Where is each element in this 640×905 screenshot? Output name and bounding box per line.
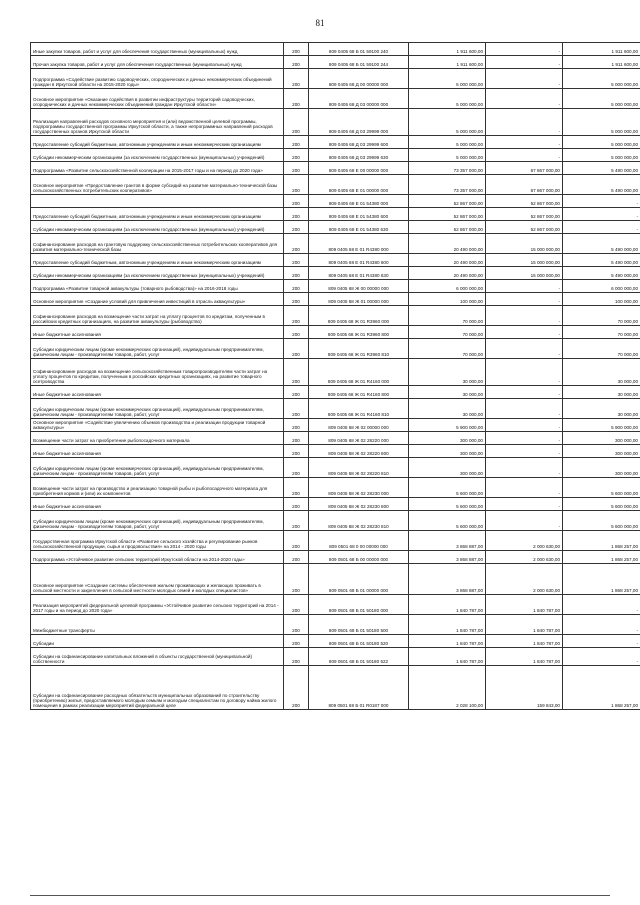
row-name: Межбюджетные трансферты xyxy=(31,615,284,635)
table-row xyxy=(31,419,640,432)
row-name: Субсидии на софинансирование капитальных вложений в объекты государственной (муниципальной) собственности xyxy=(31,648,284,666)
row-classification-code: 809 0405 68 Д 03 00000 000 xyxy=(309,89,409,109)
row-amount-regional: 1 868 257,00 xyxy=(563,551,640,564)
row-name: Основное мероприятие «Оказание содействия в развитии инфраструктуры территорий садоводческих, огороднических и дачных некоммерческих объединений граждан Иркутской области» xyxy=(31,89,284,109)
row-classification-code: 809 0405 68 Е 01 54380 000 xyxy=(309,195,409,208)
row-name: Софинансирование расходов на грантовую поддержку сельскохозяйственных потребительских кооперативов для развития материально-технической базы xyxy=(31,234,284,254)
row-classification-code: 809 0501 68 Б 01 50180 520 xyxy=(309,635,409,648)
row-classification-code: 809 0405 68 Д 00 00000 000 xyxy=(309,69,409,89)
row-amount-regional: - xyxy=(563,635,640,648)
row-amount-regional: 1 911 600,00 xyxy=(563,56,640,69)
row-code: 200 xyxy=(284,635,309,648)
row-code: 200 xyxy=(284,267,309,280)
table-row xyxy=(31,564,640,595)
row-amount-regional: 70 000,00 xyxy=(563,326,640,339)
row-name: Субсидии юридическим лицам (кроме некоммерческих организаций), индивидуальным предпринимателям, физическим лицам - производителям товаров, работ, услуг xyxy=(31,511,284,531)
row-amount-regional: 5 490 000,00 xyxy=(563,175,640,195)
row-code: 200 xyxy=(284,234,309,254)
row-classification-code: 809 0501 68 Б 00 00000 000 xyxy=(309,551,409,564)
table-row xyxy=(31,648,640,666)
row-code: 200 xyxy=(284,43,309,56)
row-amount-regional: - xyxy=(563,615,640,635)
row-classification-code: 809 0405 68 Ж 02 00000 000 xyxy=(309,419,409,432)
row-amount-regional: 300 000,00 xyxy=(563,445,640,458)
row-total: 1 840 787,00 xyxy=(409,648,486,666)
row-name: Субсидии юридическим лицам (кроме некоммерческих организаций), индивидуальным предпринимателям, физическим лицам - производителям товаров, работ, услуг xyxy=(31,339,284,359)
row-total: 73 357 000,00 xyxy=(409,162,486,175)
row-name: Основное мероприятие «Создание условий для привлечения инвестиций в отрасль аквакультуры» xyxy=(31,293,284,306)
row-amount-regional: 5 000 000,00 xyxy=(563,89,640,109)
row-amount-federal: 2 000 630,00 xyxy=(486,551,563,564)
row-name: Субсидии юридическим лицам (кроме некоммерческих организаций), индивидуальным предпринимателям, физическим лицам - производителям товаров, работ, услуг xyxy=(31,458,284,478)
row-amount-federal: - xyxy=(486,359,563,386)
row-total: 30 000,00 xyxy=(409,386,486,399)
row-code: 200 xyxy=(284,498,309,511)
row-amount-federal: 67 867 000,00 xyxy=(486,175,563,195)
row-code: 200 xyxy=(284,666,309,710)
row-amount-federal: - xyxy=(486,419,563,432)
row-total: 1 911 600,00 xyxy=(409,43,486,56)
row-name: Иные бюджетные ассигнования xyxy=(31,445,284,458)
table-row xyxy=(31,254,640,267)
row-amount-federal: 1 840 787,00 xyxy=(486,595,563,615)
row-amount-regional: 5 900 000,00 xyxy=(563,419,640,432)
table-row xyxy=(31,458,640,478)
row-amount-regional: - xyxy=(563,208,640,221)
row-code: 200 xyxy=(284,458,309,478)
row-code: 200 xyxy=(284,136,309,149)
table-row xyxy=(31,478,640,498)
table-row xyxy=(31,359,640,386)
row-name: Возмещение части затрат на приобретение рыбопосадочного материала xyxy=(31,432,284,445)
row-amount-federal: 15 000 000,00 xyxy=(486,267,563,280)
row-amount-regional: 5 490 000,00 xyxy=(563,267,640,280)
row-classification-code: 809 0405 68 Ж 01 R3960 000 xyxy=(309,306,409,326)
table-row xyxy=(31,293,640,306)
row-amount-regional: 5 490 000,00 xyxy=(563,234,640,254)
table-row xyxy=(31,195,640,208)
row-amount-federal: - xyxy=(486,136,563,149)
row-total: 5 000 000,00 xyxy=(409,109,486,136)
row-total: 1 840 787,00 xyxy=(409,615,486,635)
row-code: 200 xyxy=(284,564,309,595)
row-amount-regional: 30 000,00 xyxy=(563,386,640,399)
row-total: 3 868 887,00 xyxy=(409,564,486,595)
row-amount-regional: 100 000,00 xyxy=(563,293,640,306)
table-row xyxy=(31,432,640,445)
row-amount-federal: 1 840 787,00 xyxy=(486,615,563,635)
row-classification-code: 809 0405 68 Е 01 54380 600 xyxy=(309,208,409,221)
row-total: 5 000 000,00 xyxy=(409,69,486,89)
row-amount-federal: - xyxy=(486,432,563,445)
table-row xyxy=(31,666,640,710)
row-classification-code: 809 0405 68 Ж 02 28220 810 xyxy=(309,458,409,478)
row-amount-regional: 300 000,00 xyxy=(563,432,640,445)
row-amount-regional: - xyxy=(563,595,640,615)
row-amount-federal: 52 867 000,00 xyxy=(486,221,563,234)
table-row xyxy=(31,89,640,109)
table-row xyxy=(31,445,640,458)
row-code: 200 xyxy=(284,511,309,531)
row-total: 70 000,00 xyxy=(409,326,486,339)
table-row xyxy=(31,635,640,648)
table-row xyxy=(31,149,640,162)
row-total: 300 000,00 xyxy=(409,458,486,478)
row-code: 200 xyxy=(284,175,309,195)
row-amount-regional: 5 600 000,00 xyxy=(563,478,640,498)
row-classification-code: 809 0405 68 Ж 02 28230 800 xyxy=(309,498,409,511)
row-classification-code: 809 0405 68 Б 01 59100 240 xyxy=(309,43,409,56)
row-amount-regional: 5 600 000,00 xyxy=(563,511,640,531)
row-total: 70 000,00 xyxy=(409,339,486,359)
row-amount-federal: - xyxy=(486,326,563,339)
row-amount-federal: 52 867 000,00 xyxy=(486,208,563,221)
row-name: Предоставление субсидий бюджетным, автономным учреждениям и иным некоммерческим организациям xyxy=(31,254,284,267)
row-amount-federal: - xyxy=(486,306,563,326)
table-row xyxy=(31,43,640,56)
table-row xyxy=(31,498,640,511)
row-name: Иные бюджетные ассигнования xyxy=(31,326,284,339)
row-amount-federal: - xyxy=(486,43,563,56)
row-classification-code: 809 0405 68 Ж 01 R4160 000 xyxy=(309,359,409,386)
row-code: 200 xyxy=(284,478,309,498)
table-row xyxy=(31,175,640,195)
row-amount-regional: 30 000,00 xyxy=(563,359,640,386)
row-code: 200 xyxy=(284,306,309,326)
row-code: 200 xyxy=(284,339,309,359)
row-total: 5 600 000,00 xyxy=(409,511,486,531)
row-code: 200 xyxy=(284,386,309,399)
row-classification-code: 809 0405 68 Д 03 29999 630 xyxy=(309,149,409,162)
row-amount-federal: - xyxy=(486,293,563,306)
table-row xyxy=(31,267,640,280)
row-name: Предоставление субсидий бюджетным, автономным учреждениям и иным некоммерческим организациям xyxy=(31,136,284,149)
row-amount-federal: - xyxy=(486,56,563,69)
row-name: Субсидии xyxy=(31,635,284,648)
row-amount-regional: 5 000 000,00 xyxy=(563,69,640,89)
row-code: 200 xyxy=(284,293,309,306)
row-name: Иные бюджетные ассигнования xyxy=(31,386,284,399)
row-code: 200 xyxy=(284,445,309,458)
row-amount-federal: 1 840 787,00 xyxy=(486,635,563,648)
row-total: 1 840 787,00 xyxy=(409,595,486,615)
row-code: 200 xyxy=(284,648,309,666)
row-amount-federal: - xyxy=(486,89,563,109)
row-total: 30 000,00 xyxy=(409,399,486,419)
table-row xyxy=(31,326,640,339)
row-code: 200 xyxy=(284,56,309,69)
row-amount-regional: 5 600 000,00 xyxy=(563,498,640,511)
row-total: 20 490 000,00 xyxy=(409,234,486,254)
row-total: 20 490 000,00 xyxy=(409,254,486,267)
row-name: Предоставление субсидий бюджетным, автономным учреждениям и иным некоммерческим организациям xyxy=(31,208,284,221)
row-total: 73 357 000,00 xyxy=(409,175,486,195)
row-classification-code: 809 0501 68 0 00 00000 000 xyxy=(309,531,409,551)
row-classification-code: 809 0405 68 Ж 01 R3960 800 xyxy=(309,326,409,339)
row-code: 200 xyxy=(284,208,309,221)
row-amount-regional: 5 000 000,00 xyxy=(563,136,640,149)
row-code: 200 xyxy=(284,221,309,234)
row-classification-code: 809 0405 68 Ж 02 28220 800 xyxy=(309,445,409,458)
row-classification-code: 809 0405 68 Е 01 R4380 630 xyxy=(309,267,409,280)
row-classification-code: 809 0405 68 Е 01 54380 630 xyxy=(309,221,409,234)
row-code: 200 xyxy=(284,359,309,386)
row-amount-federal: - xyxy=(486,399,563,419)
table-row xyxy=(31,386,640,399)
row-code: 200 xyxy=(284,531,309,551)
row-amount-regional: 5 000 000,00 xyxy=(563,149,640,162)
row-code: 200 xyxy=(284,254,309,267)
budget-table xyxy=(30,42,640,710)
row-code: 200 xyxy=(284,432,309,445)
row-name: Подпрограмма «Развитие сельскохозяйственной кооперации на 2015-2017 годы и на период до 2020 года» xyxy=(31,162,284,175)
row-name: Иные бюджетные ассигнования xyxy=(31,498,284,511)
row-amount-federal: 2 000 630,00 xyxy=(486,564,563,595)
row-code: 200 xyxy=(284,419,309,432)
row-total: 6 000 000,00 xyxy=(409,280,486,293)
table-row xyxy=(31,339,640,359)
row-amount-federal: - xyxy=(486,511,563,531)
row-amount-regional: - xyxy=(563,195,640,208)
row-classification-code: 809 0405 68 Д 03 29999 000 xyxy=(309,109,409,136)
row-amount-federal: 15 000 000,00 xyxy=(486,254,563,267)
row-classification-code: 809 0405 68 Е 01 R4380 000 xyxy=(309,234,409,254)
row-amount-regional: 1 911 600,00 xyxy=(563,43,640,56)
row-amount-federal: - xyxy=(486,109,563,136)
row-name: Субсидии на софинансирование расходных обязательств муниципальных образований по строительству (приобретению) жилья, предоставляемого молодым семьям и молодым специалистам по договору найма жилого помещения в рамках реализации мероприятий федеральной целе xyxy=(31,666,284,710)
row-classification-code: 809 0405 68 Ж 02 28230 000 xyxy=(309,478,409,498)
row-name: Основное мероприятие «Предоставление грантов в форме субсидий на развитие материально-технической базы сельскохозяйственных потребительских кооперативов» xyxy=(31,175,284,195)
table-row xyxy=(31,56,640,69)
row-amount-federal: - xyxy=(486,149,563,162)
row-name: Субсидии юридическим лицам (кроме некоммерческих организаций), индивидуальным предпринимателям, физическим лицам - производителям товаров, работ, услуг xyxy=(31,399,284,419)
row-name xyxy=(31,195,284,208)
row-code: 200 xyxy=(284,149,309,162)
row-total: 300 000,00 xyxy=(409,432,486,445)
row-amount-regional: 5 490 000,00 xyxy=(563,162,640,175)
row-code: 200 xyxy=(284,399,309,419)
row-name: Прочая закупка товаров, работ и услуг для обеспечения государственных (муниципальных) нужд xyxy=(31,56,284,69)
row-classification-code: 809 0405 68 Е 00 00000 000 xyxy=(309,162,409,175)
row-total: 3 868 887,00 xyxy=(409,551,486,564)
row-amount-federal: - xyxy=(486,339,563,359)
row-amount-regional: 70 000,00 xyxy=(563,306,640,326)
table-row xyxy=(31,136,640,149)
row-amount-regional: - xyxy=(563,648,640,666)
row-name: Софинансирование расходов на возмещение части затрат на уплату процентов по кредитам, полученным в российских кредитных организациях, на развитие аквакультуры (рыбоводство) xyxy=(31,306,284,326)
row-classification-code: 809 0405 68 Ж 01 R4160 810 xyxy=(309,399,409,419)
row-total: 2 028 100,00 xyxy=(409,666,486,710)
row-amount-regional: 5 000 000,00 xyxy=(563,109,640,136)
row-total: 100 000,00 xyxy=(409,293,486,306)
row-classification-code: 809 0501 68 Б 01 50180 000 xyxy=(309,595,409,615)
row-code: 200 xyxy=(284,89,309,109)
row-name: Подпрограмма «Содействие развитию садоводческих, огороднических и дачных некоммерческих объединений граждан в Иркутской области на 2015-2020 годы» xyxy=(31,69,284,89)
row-classification-code: 809 0501 68 Б 01 50180 500 xyxy=(309,615,409,635)
row-name: Основное мероприятие «Создание системы обеспечения жильем проживающих и желающих проживать в сельской местности и закрепления в сельской местности молодых семей и молодых специалистов» xyxy=(31,564,284,595)
row-total: 5 000 000,00 xyxy=(409,149,486,162)
row-code: 200 xyxy=(284,615,309,635)
row-amount-regional: 70 000,00 xyxy=(563,339,640,359)
table-row xyxy=(31,221,640,234)
row-total: 5 600 000,00 xyxy=(409,498,486,511)
table-row xyxy=(31,306,640,326)
row-amount-regional: 1 868 257,00 xyxy=(563,564,640,595)
row-amount-federal: 15 000 000,00 xyxy=(486,234,563,254)
row-classification-code: 809 0405 68 Е 01 00000 000 xyxy=(309,175,409,195)
row-amount-regional: 1 868 257,00 xyxy=(563,666,640,710)
row-amount-federal: 67 867 000,00 xyxy=(486,162,563,175)
row-amount-regional: 300 000,00 xyxy=(563,458,640,478)
row-amount-federal: - xyxy=(486,458,563,478)
row-code: 200 xyxy=(284,69,309,89)
row-name: Субсидии некоммерческим организациям (за исключением государственных (муниципальных) учреждений) xyxy=(31,267,284,280)
row-classification-code: 809 0405 68 Ж 01 R4160 800 xyxy=(309,386,409,399)
table-row xyxy=(31,69,640,89)
row-name: Реализация направлений расходов основного мероприятия и (или) ведомственной целевой программы, подпрограммы государственной программы Иркутской области, а также непрограммных направлений расходов государственных органов Иркутской области xyxy=(31,109,284,136)
table-body xyxy=(31,43,640,710)
row-code: 200 xyxy=(284,195,309,208)
table-row xyxy=(31,595,640,615)
row-name: Субсидии некоммерческим организациям (за исключением государственных (муниципальных) учреждений) xyxy=(31,221,284,234)
page-number: 81 xyxy=(315,18,325,28)
table-row xyxy=(31,399,640,419)
row-amount-federal: 1 840 787,00 xyxy=(486,648,563,666)
row-name: Иные закупки товаров, работ и услуг для обеспечения государственных (муниципальных) нужд xyxy=(31,43,284,56)
row-amount-federal: 159 843,00 xyxy=(486,666,563,710)
table-row xyxy=(31,208,640,221)
row-name: Подпрограмма «Устойчивое развитие сельских территорий Иркутской области на 2014-2020 годы» xyxy=(31,551,284,564)
row-total: 300 000,00 xyxy=(409,445,486,458)
row-amount-federal: - xyxy=(486,445,563,458)
row-amount-federal: - xyxy=(486,498,563,511)
row-name: Подпрограмма «Развитие товарной аквакультуры (товарного рыбоводства)» на 2016-2018 годы xyxy=(31,280,284,293)
row-total: 70 000,00 xyxy=(409,306,486,326)
row-amount-federal: - xyxy=(486,386,563,399)
row-name: Реализация мероприятий федеральной целевой программы «Устойчивое развитие сельских территорий на 2014 - 2017 годы и на период до 2020 года» xyxy=(31,595,284,615)
row-total: 5 000 000,00 xyxy=(409,136,486,149)
row-code: 200 xyxy=(284,551,309,564)
row-name: Софинансирование расходов на возмещение сельскохозяйственным товаропроизводителям части затрат на уплату процентов по кредитам, полученным в российских кредитных организациях, на развитие товарного осетроводства xyxy=(31,359,284,386)
row-code: 200 xyxy=(284,280,309,293)
row-amount-federal: - xyxy=(486,478,563,498)
table-row xyxy=(31,109,640,136)
table-row xyxy=(31,551,640,564)
row-name: Государственная программа Иркутской области «Развитие сельского хозяйства и регулирование рынков сельскохозяйственной продукции, сырья и продовольствия» на 2014 - 2020 годы xyxy=(31,531,284,551)
row-classification-code: 809 0405 68 Е 01 R4380 600 xyxy=(309,254,409,267)
row-total: 5 600 000,00 xyxy=(409,478,486,498)
row-total: 30 000,00 xyxy=(409,359,486,386)
row-total: 20 490 000,00 xyxy=(409,267,486,280)
row-total: 5 000 000,00 xyxy=(409,89,486,109)
row-code: 200 xyxy=(284,326,309,339)
row-total: 1 840 787,00 xyxy=(409,635,486,648)
row-classification-code: 809 0405 68 Ж 01 00000 000 xyxy=(309,293,409,306)
row-classification-code: 809 0501 68 Б 01 00000 000 xyxy=(309,564,409,595)
row-classification-code: 809 0405 68 Б 01 59100 244 xyxy=(309,56,409,69)
row-amount-federal: 2 000 630,00 xyxy=(486,531,563,551)
table-row xyxy=(31,531,640,551)
table-row xyxy=(31,162,640,175)
row-code: 200 xyxy=(284,595,309,615)
row-name: Субсидии некоммерческим организациям (за исключением государственных (муниципальных) учреждений) xyxy=(31,149,284,162)
row-total: 52 867 000,00 xyxy=(409,195,486,208)
row-classification-code: 809 0501 68 Б 01 R0187 000 xyxy=(309,666,409,710)
row-total: 3 868 887,00 xyxy=(409,531,486,551)
row-total: 52 867 000,00 xyxy=(409,208,486,221)
row-total: 5 900 000,00 xyxy=(409,419,486,432)
row-total: 1 911 600,00 xyxy=(409,56,486,69)
row-classification-code: 809 0501 68 Б 01 50180 522 xyxy=(309,648,409,666)
row-code: 200 xyxy=(284,162,309,175)
row-amount-federal: - xyxy=(486,280,563,293)
row-amount-regional: 5 490 000,00 xyxy=(563,254,640,267)
row-amount-regional: 1 868 257,00 xyxy=(563,531,640,551)
table-row xyxy=(31,234,640,254)
row-amount-regional: 6 000 000,00 xyxy=(563,280,640,293)
row-code: 200 xyxy=(284,109,309,136)
row-name: Возмещение части затрат на производство и реализацию товарной рыбы и рыбопосадочного материала для приобретения кормов и (или) их компонентов xyxy=(31,478,284,498)
row-classification-code: 809 0405 68 Д 03 29999 600 xyxy=(309,136,409,149)
row-amount-regional: 30 000,00 xyxy=(563,399,640,419)
row-classification-code: 809 0405 68 Ж 02 28220 000 xyxy=(309,432,409,445)
row-amount-regional: - xyxy=(563,221,640,234)
row-classification-code: 809 0405 68 Ж 01 R3960 810 xyxy=(309,339,409,359)
table-row xyxy=(31,615,640,635)
row-name: Основное мероприятие «Содействие увеличению объемов производства и реализации продукции товарной аквакультуры» xyxy=(31,419,284,432)
row-classification-code: 809 0405 68 Ж 02 28230 810 xyxy=(309,511,409,531)
row-classification-code: 809 0405 68 Ж 00 00000 000 xyxy=(309,280,409,293)
table-row xyxy=(31,280,640,293)
row-total: 52 867 000,00 xyxy=(409,221,486,234)
row-amount-federal: 52 867 000,00 xyxy=(486,195,563,208)
page-bottom-rule xyxy=(30,895,610,896)
table-row xyxy=(31,511,640,531)
row-amount-federal: - xyxy=(486,69,563,89)
